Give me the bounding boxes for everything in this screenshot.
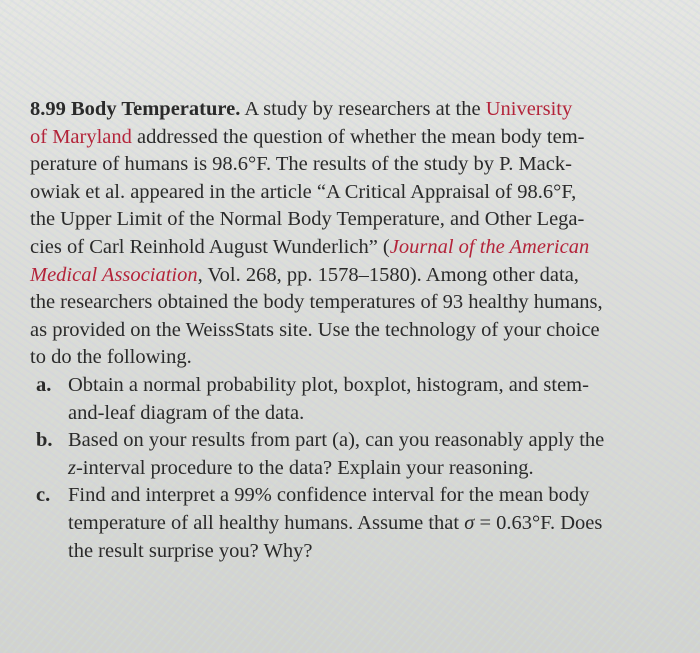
part-c xyxy=(30,482,685,510)
part-c-text: = 0.63°F. Does xyxy=(474,511,603,534)
part-c-text: Find and interpret a 99% confidence interval for the mean body xyxy=(68,484,590,507)
problem-line-5: the Upper Limit of the Normal Body Temperature, and Other Lega- xyxy=(30,208,585,231)
part-c-label: c. xyxy=(36,484,51,507)
problem-line-3: perature of humans is 98.6°F. The results of the study by P. Mack- xyxy=(30,153,572,176)
problem-line-9: as provided on the WeissStats site. Use the technology of your choice xyxy=(30,318,600,341)
intro-text: addressed the question of whether the mean body tem- xyxy=(131,125,585,148)
journal-title: Medical Association xyxy=(30,263,198,286)
part-b-continued xyxy=(30,455,685,483)
part-a-text: Obtain a normal probability plot, boxplot, histogram, and stem- xyxy=(68,373,589,396)
problem-line-7 xyxy=(30,262,685,290)
journal-title: Journal of the American xyxy=(389,235,590,258)
part-b-text: -interval procedure to the data? Explain your reasoning. xyxy=(75,456,534,479)
intro-text: A study by researchers at the xyxy=(244,98,486,120)
problem-line-2 xyxy=(30,124,685,152)
problem-8-99 xyxy=(30,96,685,565)
part-a-continued: and-leaf diagram of the data. xyxy=(68,401,305,424)
part-a-label: a. xyxy=(36,373,52,396)
intro-text: cies of Carl Reinhold August Wunderlich” ( xyxy=(30,235,390,258)
intro-text: , Vol. 268, pp. 1578–1580). Among other data, xyxy=(197,263,579,286)
part-b xyxy=(30,427,685,455)
university-link-text: University xyxy=(485,98,573,120)
part-b-label: b. xyxy=(36,429,53,452)
part-c-continued-2: the result surprise you? Why? xyxy=(68,539,313,562)
problem-line-6 xyxy=(30,234,685,262)
part-c-continued xyxy=(30,510,685,538)
sigma-symbol: σ xyxy=(464,511,475,534)
part-c-text: temperature of all healthy humans. Assume that xyxy=(68,511,465,534)
problem-line-8: the researchers obtained the body temperatures of 93 healthy humans, xyxy=(30,291,603,314)
problem-line-1 xyxy=(30,96,685,124)
problem-line-10: to do the following. xyxy=(30,346,192,369)
problem-line-4: owiak et al. appeared in the article “A Critical Appraisal of 98.6°F, xyxy=(30,180,577,203)
z-symbol: z xyxy=(68,456,76,479)
problem-title: Body Temperature. xyxy=(71,98,241,120)
problem-number: 8.99 xyxy=(30,98,66,120)
part-a xyxy=(30,372,685,400)
university-link-text: of Maryland xyxy=(30,125,132,148)
part-b-text: Based on your results from part (a), can you reasonably apply the xyxy=(68,429,605,452)
